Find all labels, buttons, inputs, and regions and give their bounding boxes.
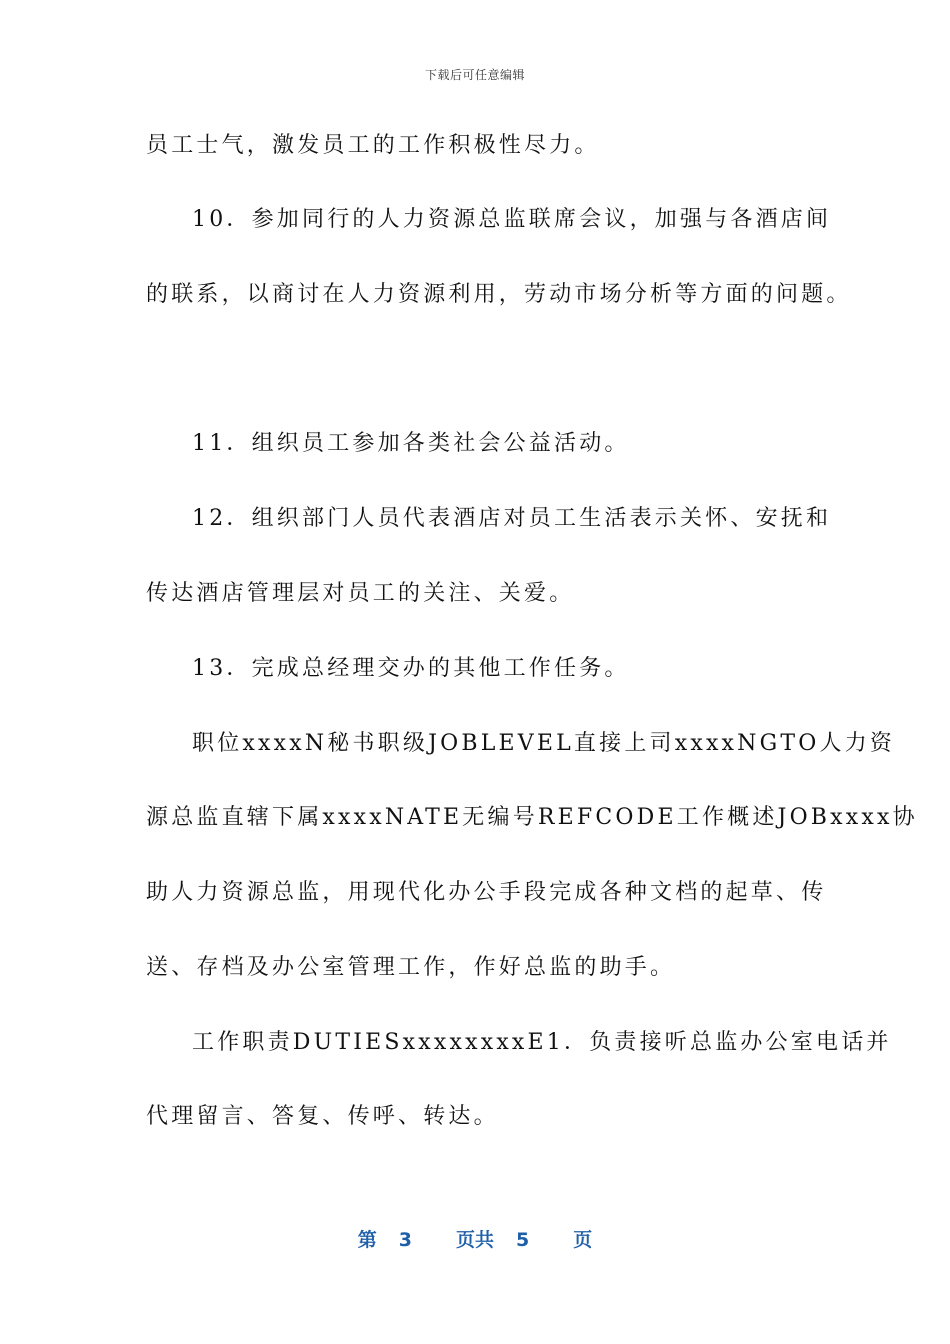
body-line: 工作职责DUTIESxxxxxxxxE1．负责接听总监办公室电话并 <box>192 1030 892 1055</box>
body-line: 11．组织员工参加各类社会公益活动。 <box>192 431 630 456</box>
body-line: 助人力资源总监，用现代化办公手段完成各种文档的起草、传 <box>146 880 827 905</box>
body-line: 传达酒店管理层对员工的关注、关爱。 <box>146 581 575 606</box>
footer-ye: 页 <box>573 1229 593 1251</box>
body-line: 13．完成总经理交办的其他工作任务。 <box>192 656 630 681</box>
body-line: 员工士气，激发员工的工作积极性尽力。 <box>146 133 600 158</box>
body-line: 职位xxxxN秘书职级JOBLEVEL直接上司xxxxNGTO人力资 <box>192 731 896 756</box>
footer-ye-gong: 页共 <box>455 1229 494 1251</box>
page-footer <box>0 1225 950 1252</box>
page-total: 5 <box>516 1229 530 1251</box>
page-header: 下载后可任意编辑 <box>424 68 525 82</box>
body-line: 12．组织部门人员代表酒店对员工生活表示关怀、安抚和 <box>192 506 832 531</box>
body-line: 源总监直辖下属xxxxNATE无编号REFCODE工作概述JOBxxxx协 <box>146 805 918 830</box>
body-line: 10．参加同行的人力资源总监联席会议，加强与各酒店间 <box>192 207 832 232</box>
body-line: 代理留言、答复、传呼、转达。 <box>146 1104 499 1129</box>
body-line: 送、存档及办公室管理工作，作好总监的助手。 <box>146 955 676 980</box>
page-number: 3 <box>398 1229 412 1251</box>
footer-di: 第 <box>357 1229 377 1251</box>
body-line: 的联系，以商讨在人力资源利用，劳动市场分析等方面的问题。 <box>146 282 852 307</box>
